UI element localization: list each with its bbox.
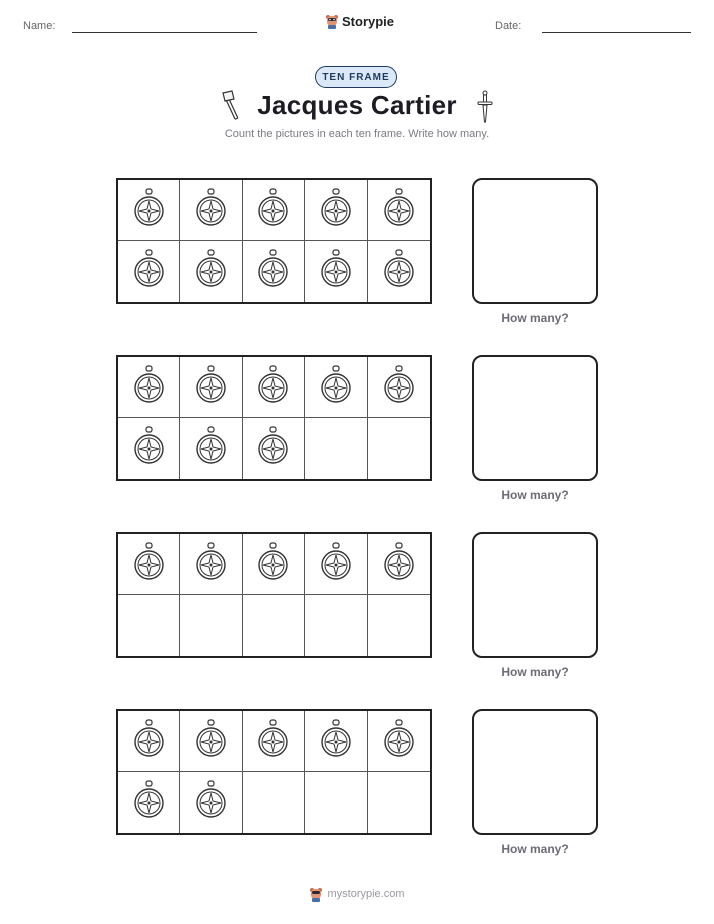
ten-frame-badge: TEN FRAME (315, 66, 397, 88)
ten-frame-cell (180, 595, 242, 656)
ten-frame-cell (368, 357, 430, 418)
instructions: Count the pictures in each ten frame. Write how many. (224, 128, 490, 140)
ten-frame-cell (305, 595, 367, 656)
footer-url: mystorypie.com (327, 888, 405, 900)
ten-frame-cell (243, 711, 305, 772)
how-many-label: How many? (501, 488, 569, 502)
ten-frame-cell (180, 534, 242, 595)
compass-icon (195, 780, 227, 825)
how-many-label: How many? (501, 311, 569, 325)
ten-frame (116, 532, 432, 658)
ten-frame-cell (243, 534, 305, 595)
ten-frame-cell (180, 357, 242, 418)
compass-icon (133, 365, 165, 410)
ten-frame-cell (368, 772, 430, 833)
answer-box[interactable] (472, 355, 598, 481)
compass-icon (133, 542, 165, 587)
compass-icon (195, 542, 227, 587)
date-label: Date: (495, 20, 522, 32)
ten-frame-cell (118, 772, 180, 833)
ten-frame-cell (243, 241, 305, 302)
ten-frame (116, 178, 432, 304)
brand (325, 13, 394, 29)
ten-frame-cell (243, 418, 305, 479)
ten-frame-cell (180, 241, 242, 302)
ten-frame-cell (243, 357, 305, 418)
ten-frame-cell (243, 772, 305, 833)
page-title: Jacques Cartier (257, 90, 457, 120)
compass-icon (133, 719, 165, 764)
compass-icon (383, 249, 415, 294)
ten-frame-cell (305, 418, 367, 479)
compass-icon (133, 249, 165, 294)
answer-box[interactable] (472, 178, 598, 304)
ten-frame-cell (118, 534, 180, 595)
answer-box[interactable] (472, 709, 598, 835)
ten-frame-cell (180, 711, 242, 772)
name-line (72, 32, 257, 33)
ten-frame-cell (305, 357, 367, 418)
compass-icon (383, 719, 415, 764)
compass-icon (195, 426, 227, 471)
brand-name: Storypie (342, 13, 395, 29)
compass-icon (195, 365, 227, 410)
compass-icon (320, 188, 352, 233)
compass-icon (320, 365, 352, 410)
compass-icon (257, 426, 289, 471)
compass-icon (133, 188, 165, 233)
ten-frame-cell (180, 180, 242, 241)
storypie-mascot-icon (325, 13, 339, 29)
ten-frame-cell (118, 180, 180, 241)
compass-icon (257, 188, 289, 233)
compass-icon (195, 188, 227, 233)
compass-icon (257, 719, 289, 764)
ten-frame-cell (305, 772, 367, 833)
compass-icon (257, 542, 289, 587)
compass-icon (383, 542, 415, 587)
ten-frame-cell (180, 772, 242, 833)
compass-icon (195, 249, 227, 294)
compass-icon (383, 188, 415, 233)
how-many-label: How many? (501, 665, 569, 679)
answer-box[interactable] (472, 532, 598, 658)
date-line (542, 32, 691, 33)
ten-frame-cell (118, 357, 180, 418)
ten-frame-cell (118, 241, 180, 302)
compass-icon (257, 249, 289, 294)
compass-icon (320, 719, 352, 764)
compass-icon (195, 719, 227, 764)
ten-frame-cell (243, 180, 305, 241)
ten-frame-cell (243, 595, 305, 656)
worksheet-header (0, 0, 714, 50)
name-label: Name: (23, 20, 56, 32)
footer (0, 886, 714, 902)
ten-frame-cell (368, 180, 430, 241)
ten-frame (116, 709, 432, 835)
ten-frame-cell (305, 180, 367, 241)
dagger-icon (476, 90, 494, 124)
how-many-label: How many? (501, 842, 569, 856)
ten-frame-cell (118, 711, 180, 772)
compass-icon (320, 249, 352, 294)
ten-frame-cell (118, 418, 180, 479)
ten-frame-cell (368, 534, 430, 595)
ten-frame-cell (305, 711, 367, 772)
ten-frame-cell (118, 595, 180, 656)
ten-frame-cell (305, 534, 367, 595)
compass-icon (257, 365, 289, 410)
ten-frame-cell (368, 711, 430, 772)
compass-icon (133, 780, 165, 825)
ten-frame (116, 355, 432, 481)
storypie-mascot-icon (309, 886, 323, 902)
ten-frame-cell (305, 241, 367, 302)
ten-frame-cell (368, 418, 430, 479)
ten-frame-cell (368, 595, 430, 656)
ten-frame-cell (180, 418, 242, 479)
ten-frame-cell (368, 241, 430, 302)
compass-icon (320, 542, 352, 587)
compass-icon (133, 426, 165, 471)
compass-icon (383, 365, 415, 410)
